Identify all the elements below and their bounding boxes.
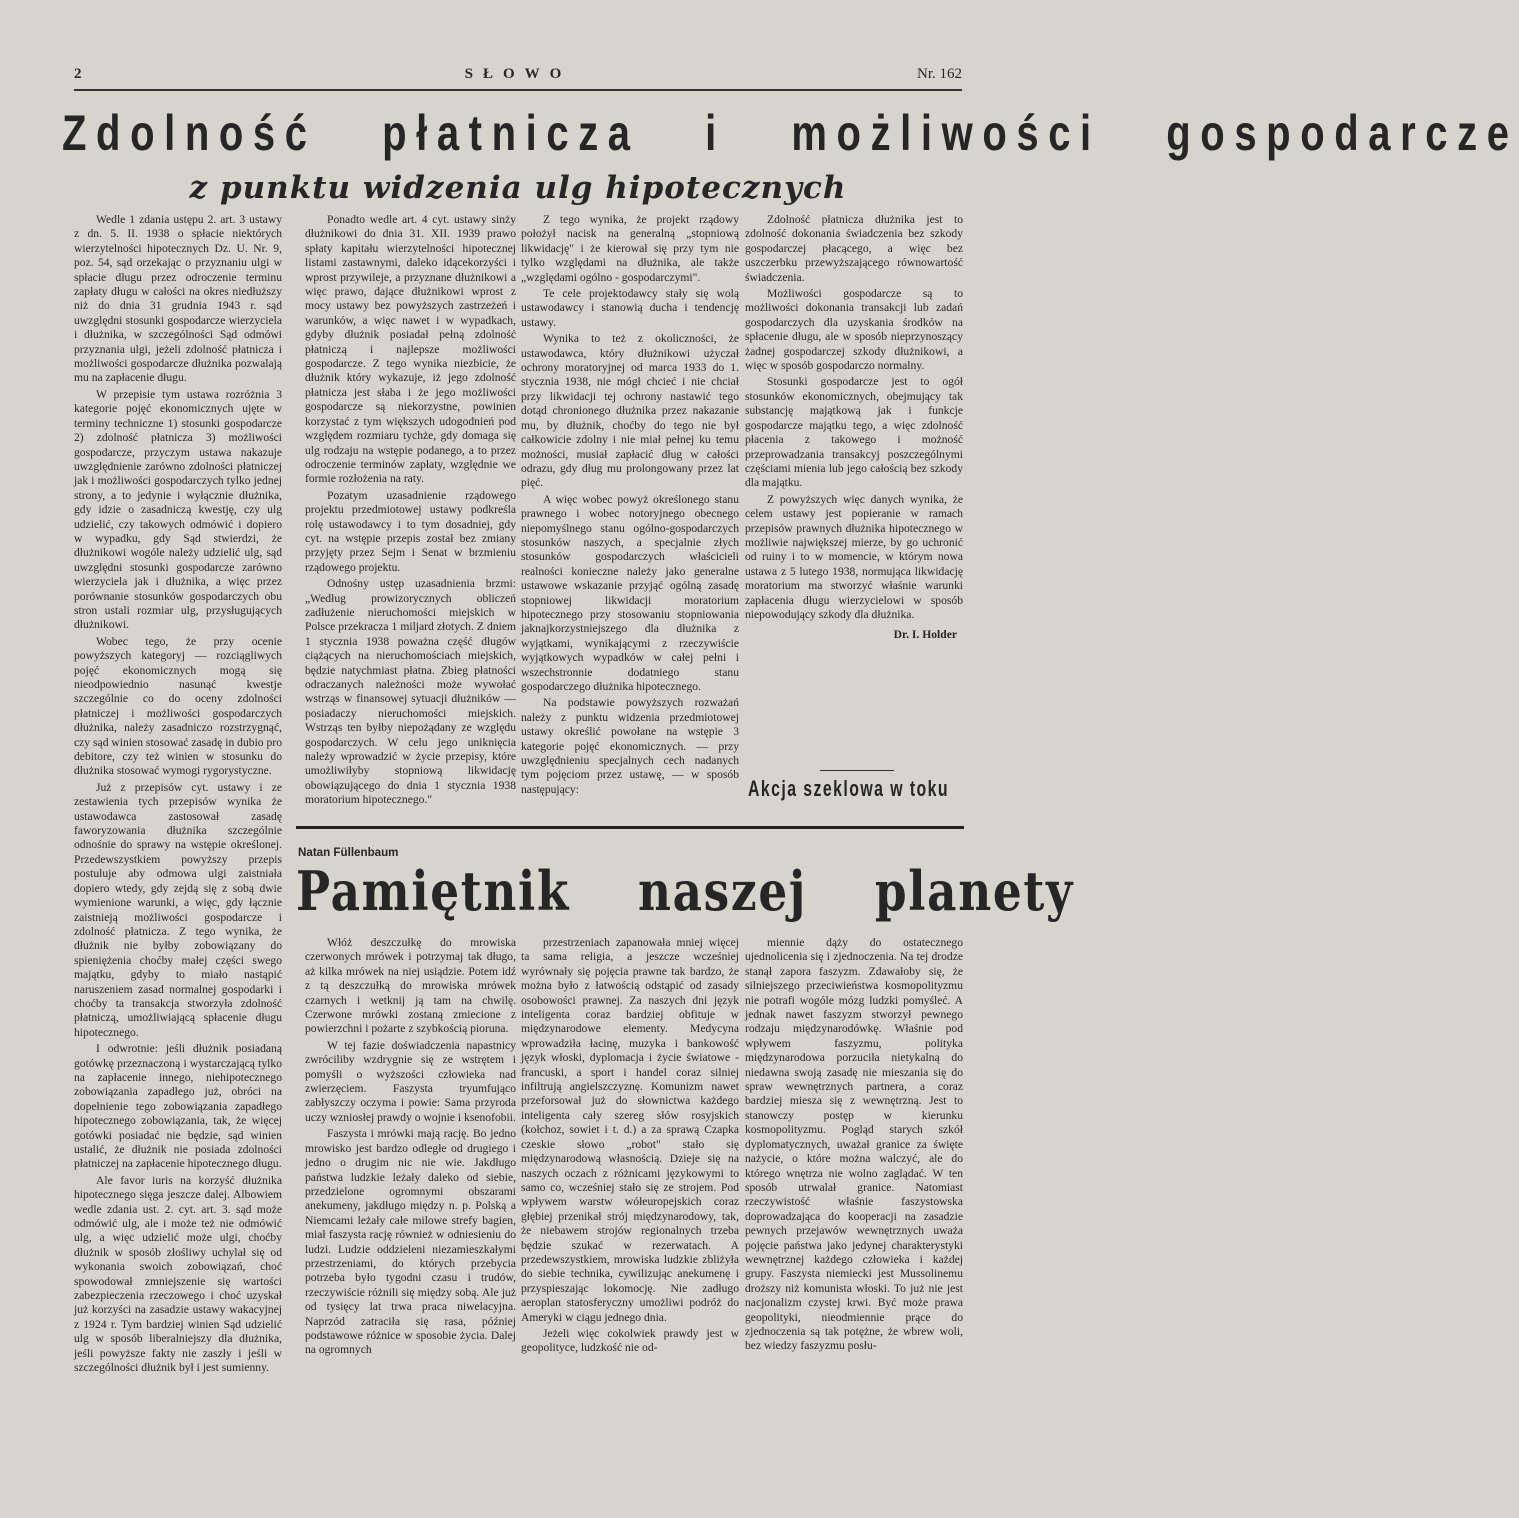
paragraph: I odwrotnie: jeśli dłużnik posiadaną gotówkę przeznaczoną i wystarczającą tylko na zapłacenie innego, niehipotecznego zobowiązania zapadłego już, obróci na dopełnienie tego zobowiązania zapadłego hipotecznego zobowiązania, tak, że więcej gotówki posiadać nie będzie, sąd winien ustalić, że dłużnik nie posiada zdolności płatniczej na zapłacenie hipotecznego długu.	[74, 1042, 282, 1171]
paragraph: Z tego wynika, że projekt rządowy położył nacisk na generalną „stopniową likwidację" i że kierował się przy tym nie tylko względami na dłużnika, ale także „względami ogólno - gospodarczymi".	[521, 213, 739, 284]
paragraph: Ale favor iuris na korzyść dłużnika hipotecznego sięga jeszcze dalej. Albowiem wedle zdania ust. 2. cyt. art. 3. sąd może odmówić ulg, ale i może też nie odmówić ulg, a więc udzielić może ulgi, choćby dłużnik w sposób złośliwy uchylał się od wykonania swoich zobowiązań, choć spowodował zmniejszenie się wartości zabezpieczenia rzeczowego i choć uzyskał już korzyści na zasadzie ustawy wakacyjnej z 1924 r. Tym bardziej winien Sąd udzielić ulg w sposób liberalniejszy dla dłużnika, jeśli powyższe fakty nie zaszły i jeśli w szczególności dłużnik był i jest sumienny.	[74, 1173, 282, 1375]
signature-rule	[820, 770, 894, 771]
paragraph: przestrzeniach zapanowała mniej więcej ta sama religia, a jeszcze wcześniej wyrównały się pojęcia prawne tak bardzo, że można było z łatwością odstąpić od zasady osobowości prawnej. Za naszych dni język inteligenta coraz bardziej obfituje w międzynarodowe elementy. Medycyna wprowadziła łacinę, muzyka i bankowość język włoski, dyplomacja i życie światowe - francuski, a sport i handel coraz silniej infiltrują angielszczyznę. Komunizm nawet przeforsował już do słownictwa każdego inteligenta cały szereg słów rosyjskich (kołchoz, sowiet i t. d.) a za sprawą Czapka czeskie słowo „robot" stało się międzynarodową własnością. Dzieje się na naszych oczach z różnicami językowymi to samo co, wcześniej stało się ze strojem. Pod wpływem warstw wółeuropejskich coraz głębiej przenikał strój międzynarodowy, tak, że niebawem strojów regionalnych trzeba będzie szukać w rezerwatach. A przedewszystkiem, mrowiska ludzkie zbliżyła do siebie technika, cywilizując anekumenę i przyspieszając lokomocję. Nie zadługo aeroplan statosferyczny umożliwi podróż do Ameryki w ciągu jednego dnia.	[521, 936, 739, 1324]
article1-column-1	[74, 213, 282, 1513]
paragraph: miennie dąży do ostatecznego ujednolicenia się i zjednoczenia. Na tej drodze stanął zapora faszyzm. Zdawałoby się, że silniejszego przeciwieństwa kosmopolityzmu nie potrafi wogóle mózg ludzki pomyśleć. A jednak nawet faszyzm stworzył pewnego rodzaju międzynarodówkę. Właśnie pod wpływem faszyzmu, polityka międzynarodowa porzuciła nietykalną do niedawna swoją zasadę nie mieszania się do spraw wewnętrznych partnera, a coraz bardziej miesza się z wewnętrzną. Jest to stanowczy postęp w kierunku kosmopolityzmu. Pogląd starych szkół dyplomatycznych, uważał granice za święte nażycie, o które można walczyć, ale do którego wnętrza nie wolno zaglądać. W ten sposób utrwalał granice. Natomiast rzeczywistość właśnie faszystowska doprowadzająca do kooperacji na zasadzie pewnych przejawów wewnętrznych uważa pojęcie państwa jako jedynej charakterystyki wewnętrznej każdego człowieka i każdej grupy. Faszysta niemiecki jest Mussolinemu droższy niż komunista włoski. To już nie jest nacjonalizm czystej krwi. Być może prawa geopolityki, nieodmiennie prące do zjednoczenia są tak potężne, że wbrew woli, bez wiedzy faszyzmu posłu-	[745, 936, 963, 1353]
paragraph: W tej fazie doświadczenia napastnicy zwróciliby wzdrygnie się ze wstrętem i pomyśli o wyższości człowieka nad zwierzęciem. Faszysta tryumfująco zabłyszczy oczyma i powie: Sama przyroda uczy wzniosłej prawdy o wojnie i ksenofobii.	[305, 1038, 516, 1124]
paragraph: Na podstawie powyższych rozważań należy z punktu widzenia przedmiotowej ustawy określić powołane na wstępie 3 kategorie pojęć ekonomicznych. — przy uwzględnieniu specjalnych cech nadanych tym pojęciom przez ustawę, — w sposób następujący:	[521, 696, 739, 796]
section-divider	[296, 826, 964, 829]
article2-author: Natan Füllenbaum	[298, 846, 399, 859]
header-rule	[74, 89, 962, 91]
page-header	[74, 66, 962, 90]
paragraph: Te cele projektodawcy stały się wolą ustawodawcy i stanowią ducha i tendencję ustawy.	[521, 287, 739, 329]
notice-headline: Akcja szeklowa w toku	[748, 776, 950, 801]
paragraph: Wynika to też z okoliczności, że ustawodawca, który dłużnikowi użyczał ochrony moratoryjnej od marca 1933 do 1. stycznia 1938, nie mógł chcieć i nie chciał przy likwidacji tej ochrony nastawić tego dotąd chronionego dłużnika przez nakazanie mu, by dłużnik, choćby do tego nie był całkowicie zdolny i nie miał pełnej ku temu możności, musiał zapłacić dług w całości odrazu, gdy dług mu prolongowany przez lat pięć.	[521, 332, 739, 490]
page-number: 2	[74, 66, 82, 82]
article2-column-2	[521, 936, 739, 1511]
paragraph: Pozatym uzasadnienie rządowego projektu przedmiotowej ustawy podkreśla rolę ustawodawcy i to tym dosadniej, gdy cyt. na wstępie przepis został bez zmiany przyjęty przez Sejm i Senat w brzmieniu rządowego projektu.	[305, 488, 516, 574]
article2-column-3	[745, 936, 963, 1511]
article-title: Zdolność płatnicza i możliwości gospodarcze	[62, 105, 1519, 161]
paragraph: Zdolność płatnicza dłużnika jest to zdolność dokonania świadczenia bez szkody gospodarczej płacącego, a więc bez uszczerbku przewyższającego równowartość świadczenia.	[745, 213, 963, 284]
article2-title: Pamiętnik naszej planety	[296, 859, 1075, 923]
paragraph: Możliwości gospodarcze są to możliwości dokonania transakcji lub zadań gospodarczych dla uzyskania środków na spłacenie długu, ale w sposób nieprzynoszący żadnej gospodarczej szkody dłużnikowi, a więc w sposób gospodarczo normalny.	[745, 287, 963, 373]
article1-column-2	[305, 213, 516, 813]
author-signature: Dr. I. Holder	[893, 628, 957, 642]
paragraph: Odnośny ustęp uzasadnienia brzmi: „Według prowizorycznych obliczeń zadłużenie nieruchomości miejskich w Polsce przekracza 1 miljard złotych. Z dniem 1 stycznia 1938 poważna część długów ciążących na nieruchomościach miejskich, będzie natychmiast płatna. Zbieg płatności odraczanych należności może wywołać wstrząs w finansowej sytuacji dłużników — posiadaczy nieruchomości miejskich. Wstrząs ten byłby niepożądany ze względu gospodarczych. W celu jego uniknięcia należy wprowadzić w życie przepisy, które umożliwiłyby stopniową likwidację obowiązującego do dnia 1 stycznia 1938 moratorium hipotecznego."	[305, 577, 516, 807]
issue-number: Nr. 162	[917, 66, 962, 82]
paragraph: Już z przepisów cyt. ustawy i ze zestawienia tych przepisów wynika że ustawodawca zastosował zasadę faworyzowania dłużnika szczególnie odnośnie do sprawy na wstępie określonej. Przedewszystkiem powyższy przepis postuluje aby odmowa ulgi zaistniała dopiero wtedy, gdy zejdą się z sobą dwie wymienione warunki, a więc, gdy łącznie zaistnieją możliwości gospodarcze i zdolność płatnicza. Z tego wynika, że dłużnik nie byłby zobowiązany do spieniężenia choćby małej części swego majątku, gdyby to miało nastąpić naruszeniem zasad normalnej gospodarki i choćby ta transakcja stworzyła zdolność płatniczą, umożliwiającą spłacenie długu hipotecznego.	[74, 780, 282, 1039]
paragraph: Ponadto wedle art. 4 cyt. ustawy sinży dłużnikowi do dnia 31. XII. 1939 prawo spłaty kapitału wierzytelności hipotecznej listami zastawnymi, daleko idącekorzyści i wprost przywileje, a przyznane dłużnikowi a więc prawo, dające dłużnikowi wprost z mocy ustawy bez powyższych zastrzeżeń i warunków, a więc nawet i w wypadkach, gdyby dłużnik posiadał pełną zdolność płatniczą i najlepsze możliwości gospodarcze. Z tego wynika niezbicie, że dłużnik który wykazuje, iż jego zdolność płatnicza jest słaba i że jego możliwości gospodarcze są niekorzystne, powinien korzystać z tym większych udogodnień pod względem rozmiaru tychże, gdy domaga się ulg rodzaju na wstępie podanego, a to przez odroczenie terminów zapłaty, względnie we formie rozłożenia na raty.	[305, 213, 516, 486]
paragraph: W przepisie tym ustawa rozróżnia 3 kategorie pojęć ekonomicznych ujęte w terminy techniczne 1) stosunki gospodarcze 2) zdolność płatnicza 3) możliwości gospodarcze, przyczym ustawa nakazuje uwzględnienie zarówno zdolności płatniczej jak i możliwości gospodarczych tylko jednej strony, a to jedynie i wyłącznie dłużnika, gdy idzie o zasadniczą kwestję, czy ulg udzielić, czy takowych odmówić i dopiero w wypadku, gdy Sąd stwierdzi, że dłużnikowi wogóle należy udzielić ulg, sąd uwzględni stosunki gospodarcze zarówno wierzyciela jak i dłużnika, a więc przez porównanie stosunków gospodarczych obu stron ustali rozmiar ulg, przysługujących dłużnikowi.	[74, 387, 282, 632]
paragraph: A więc wobec powyż określonego stanu prawnego i wobec notoryjnego obecnego niepomyślnego stanu ogólno-gospodarczych stosunków naszych, a specjalnie złych stosunków gospodarczych właścicieli realności konieczne należy jako generalne ustawowe wskazanie przyjąć ogólną zasadę stopniowej likwidacji moratorium hipotecznego przy stosowaniu stopniowania jaknajkorzystniejszego dla dłużnika z wyjątkami, wynikającymi z rzeczywiście wyjątkowych wypadków w całej pełni i wszechstronnie dodatniego stanu gospodarczego dłużnika hipotecznego.	[521, 492, 739, 693]
article-subtitle: z punktu widzenia ulg hipotecznych	[189, 170, 847, 206]
paragraph: Z powyższych więc danych wynika, że celem ustawy jest popieranie w ramach przepisów prawnych dłużnika hipotecznego w możliwie największej mierze, by go uchronić od ruiny i to w momencie, w którym nowa ustawa z 5 lutego 1938, normująca likwidację moratorium ma stworzyć właśnie warunki zapłacenia długu wierzycielowi w sposób niepowodujący szkody dla dłużnika.	[745, 492, 963, 621]
paragraph: Wedle 1 zdania ustępu 2. art. 3 ustawy z dn. 5. II. 1938 o spłacie niektórych wierzytelności hipotecznych Dz. U. Nr. 9, poz. 54, sąd orzekając o przyznaniu ulgi w spłacie długu przez odroczenie terminu zapłaty długu w całości na okres niedłuższy niż do dnia 31 grudnia 1943 r. sąd uwzględni stosunki gospodarcze wierzyciela i dłużnika, w szczególności Sąd odmówi przyznania ulgi, jeżeli zdolność płatnicza i możliwości gospodarcze dłużnika pozwalają mu na zapłacenie długu.	[74, 213, 282, 385]
article2-column-1	[305, 936, 516, 1511]
paragraph: Stosunki gospodarcze jest to ogół stosunków ekonomicznych, obejmujący tak substancję majątkową jak i funkcje gospodarcze majątku tego, a więc zdolność płacenia z takowego i możność przeprowadzania transakcyj poszczególnymi częściami mienia lub jego całością bez szkody dla majątku.	[745, 375, 963, 490]
article1-column-4	[745, 213, 963, 773]
paragraph: Jeżeli więc cokolwiek prawdy jest w geopolityce, ludzkość nie od-	[521, 1326, 739, 1355]
newspaper-title: SŁOWO	[464, 66, 572, 82]
article1-column-3	[521, 213, 739, 813]
paragraph: Włóż deszczułkę do mrowiska czerwonych mrówek i potrzymaj tak długo, aż kilka mrówek na niej usiądzie. Potem idź z tą deszczułką do mrowiska mrówek czarnych i wetknij ją tam na chwilę. Czerwone mrówki zostaną zmiecione z powierzchni i pożarte z szybkością pioruna.	[305, 936, 516, 1036]
paragraph: Wobec tego, że przy ocenie powyższych kategoryj — rozciągliwych pojęć ekonomicznych mogą się nieodpowiednio nasunąć kwestje szczególnie co do oceny zdolności płatniczej i możliwości gospodarczych dłużnika, należy zasadniczo rozstrzygnąć, czy sąd winien stosować zasadę in dubio pro debitore, czy też winien w stosunku do dłużnika stosować wymogi rygorystyczne.	[74, 634, 282, 778]
paragraph: Faszysta i mrówki mają rację. Bo jedno mrowisko jest bardzo odległe od drugiego i jedno o drugim nic nie wie. Jakdługo państwa ludzkie leżały daleko od siebie, przedzielone ogromnymi obszarami anekumeny, jakdługo między n. p. Polską a Niemcami leżały całe milowe strefy bagien, miał faszysta rację również w odniesieniu do ludzi. Ludzie oddzieleni niezamieszkałymi przestrzeniami, do których przebycia potrzeba było tygodni czasu i trudów, rzeczywiście różnili się między sobą. Ale już od tysięcy lat trwa praca niwelacyjna. Naprzód zatraciła się rasa, później podstawowe różnice w sposobie życia. Dalej na ogromnych	[305, 1127, 516, 1357]
